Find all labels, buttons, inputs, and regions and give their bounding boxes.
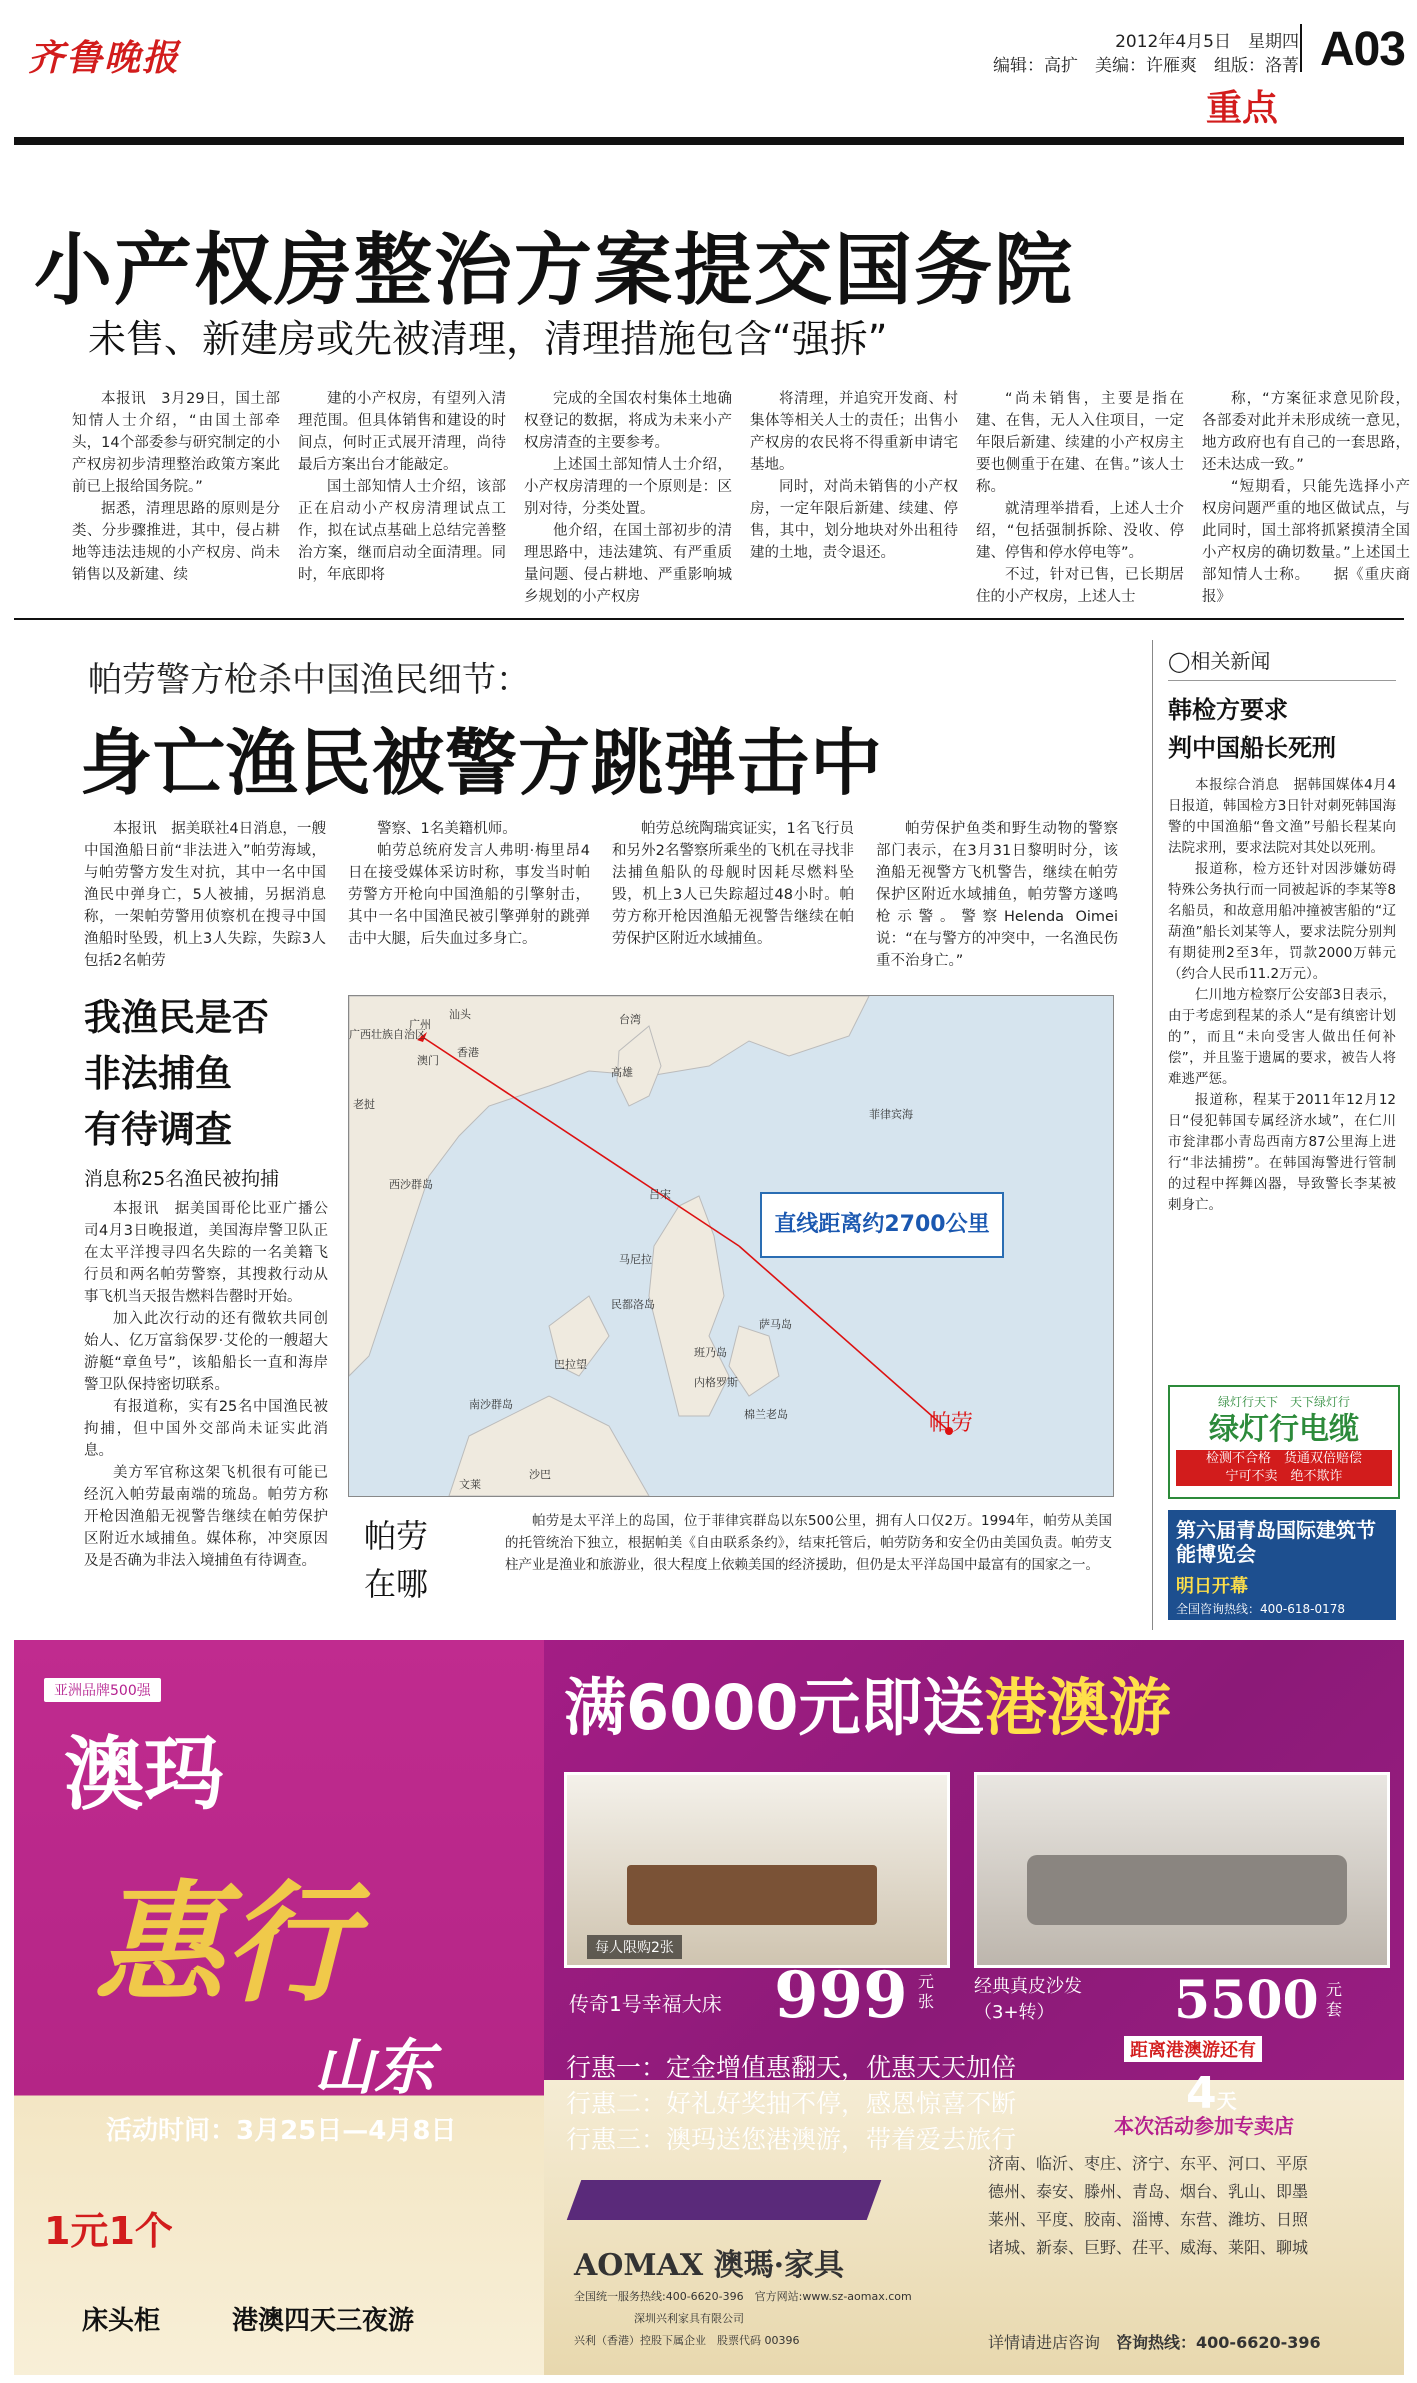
substory-headline: [84, 990, 269, 1158]
bed-unit: 元张: [918, 1972, 935, 2011]
substory-line: 有待调查: [84, 1108, 232, 1151]
headline-a: 满6000元即送: [564, 1671, 985, 1744]
cable-ad-main: 绿灯行电缆: [1209, 1412, 1359, 1447]
map-label: 汕头: [449, 1008, 471, 1021]
text-column: [84, 818, 326, 972]
cable-ad-bottom: 检测不合格 货通双倍赔偿 宁可不卖 绝不欺诈: [1176, 1450, 1392, 1486]
paragraph: 美方军官称这架飞机很有可能已经沉入帕劳最南端的琉岛。帕劳方称开枪因渔船无视警告继续在帕劳保护区附近水域捕鱼。媒体称，冲突原因及是否确为非法入境捕鱼有待调查。: [84, 1465, 328, 1569]
store-row: 诸城、新泰、巨野、茌平、威海、莱阳、聊城: [988, 2238, 1309, 2257]
masthead-logo: 齐鲁晚报: [28, 37, 181, 79]
text-column: [612, 818, 854, 950]
paragraph: “短期看，只能先选择小产权房问题严重的地区做试点，与此同时，国土部将抓紧摸清全国小产权房的确切数量。”上述国土部知情人士称。 据《重庆商报》: [1202, 479, 1410, 605]
paragraph: 据悉，清理思路的原则是分类、分步骤推进，其中，侵占耕地等违法违规的小产权房、尚未销售以及新建、续: [72, 501, 280, 583]
promo-line: 行惠一：定金增值惠翻天，优惠天天加倍: [566, 2053, 1017, 2082]
section-label: 重点: [1206, 88, 1279, 129]
paragraph: 帕劳总统府发言人弗明·梅里昂4日在接受媒体采访时称，事发当时帕劳警方开枪向中国渔船的引擎射击，其中一名中国渔民被引擎弹射的跳弹击中大腿，后失血过多身亡。: [348, 843, 590, 947]
paragraph: 仁川地方检察厅公安部3日表示，由于考虑到程某的杀人“是有缜密计划的”，而且“未向受害人做出任何补偿”，并且鉴于遗属的要求，被告人将难逃严惩。: [1168, 987, 1396, 1087]
palau-label: 帕劳: [929, 1411, 974, 1436]
section-rule: [14, 618, 1404, 620]
map-label: 马尼拉: [619, 1253, 652, 1266]
expo-ad: [1168, 1510, 1396, 1620]
map-label: 吕宋: [649, 1188, 671, 1201]
paragraph: 就清理举措看，上述人士介绍，“包括强制拆除、没收、停建、停售和停水停电等”。: [976, 501, 1184, 561]
top-rule: [14, 137, 1404, 145]
ad-headline: [564, 1658, 1171, 1747]
promo-lines: [566, 2050, 1016, 2158]
consult-line: [988, 2330, 1321, 2353]
paragraph: 上述国土部知情人士介绍，小产权房清理的一个原则是：区别对待，分类处置。: [524, 457, 732, 517]
map-label: 广西壮族自治区: [349, 1028, 426, 1041]
text-column: [1202, 388, 1410, 608]
related-tag-label: 相关新闻: [1190, 649, 1271, 673]
paragraph: 将清理，并追究开发商、村集体等相关人士的责任；出售小产权房的农民将不得重新申请宅基地。: [750, 391, 958, 473]
one-yuan-badge: 1元1个: [44, 2209, 173, 2253]
paragraph: 他介绍，在国土部初步的清理思路中，违法建筑、有严重质量问题、侵占耕地、严重影响城乡规划的小产权房: [524, 523, 732, 605]
one-yuan-item: 床头柜: [82, 2306, 161, 2336]
sofa-name: 经典真皮沙发（3+转）: [974, 1976, 1082, 2023]
map-label: 班乃岛: [694, 1346, 727, 1359]
paragraph: 国土部知情人士介绍，该部正在启动小产权房清理试点工作，拟在试点基础上总结完善整治方案，继而启动全面清理。同时，年底即将: [298, 479, 506, 583]
substory-line: 我渔民是否: [84, 996, 269, 1039]
date-line: 2012年4月5日 星期四: [1115, 32, 1299, 52]
map-label: 民都洛岛: [611, 1298, 655, 1311]
map-label: 西沙群岛: [389, 1178, 433, 1191]
substory-body: [84, 1198, 328, 1572]
text-column: [348, 818, 590, 950]
circle-icon: ◯: [1168, 649, 1191, 673]
where-paragraph: 帕劳是太平洋上的岛国，位于菲律宾群岛以东500公里，拥有人口仅2万。1994年，帕劳从美国的托管统治下独立，根据帕美《自由联系条约》，结束托管后，帕劳防务和安全仍由美国负责。帕劳支柱产业是渔业和旅游业，很大程度上依赖美国的经济援助，但仍是太平洋岛国中最富有的国家之一。: [505, 1513, 1112, 1573]
related-line: 判中国船长死刑: [1168, 734, 1336, 762]
brand-stock: 兴利（香港）控股下属企业 股票代码 00396: [574, 2334, 800, 2347]
map-label: 澳门: [417, 1054, 439, 1067]
text-column: [750, 388, 958, 564]
paragraph: 本报讯 据美联社4日消息，一艘中国渔船日前“非法进入”帕劳海域，与帕劳警方发生对抗，其中一名中国渔民中弹身亡，5人被捕，另据消息称，一架帕劳警用侦察机在搜寻中国渔船时坠毁，机上3人失踪，失踪3人包括2名帕劳: [84, 821, 326, 969]
paragraph: 称，“方案征求意见阶段，各部委对此并未形成统一意见，地方政府也有自己的一套思路，还未达成一致。”: [1202, 391, 1410, 473]
sofa-photo: [974, 1772, 1390, 1968]
paragraph: 完成的全国农村集体土地确权登记的数据，将成为未来小产权房清查的主要参考。: [524, 391, 732, 451]
map-label: 南沙群岛: [469, 1398, 513, 1411]
store-row: 济南、临沂、枣庄、济宁、东平、河口、平原: [988, 2154, 1309, 2173]
paragraph: 同时，对尚未销售的小产权房，一定年限后新建、续建、停售，其中，划分地块对外出租待建的土地，责令退还。: [750, 479, 958, 561]
map-label: 沙巴: [529, 1468, 551, 1481]
headline-b: 港澳游: [984, 1671, 1171, 1744]
paragraph: 本报讯 3月29日，国土部知情人士介绍，“由国土部牵头，14个部委参与研究制定的小产权房初步清理整治政策方案此前已上报给国务院。”: [72, 391, 280, 495]
activity-time: 活动时间：3月25日—4月8日: [106, 2116, 457, 2146]
page-number: A03: [1319, 23, 1405, 76]
text-column: [524, 388, 732, 608]
days-unit: 天: [1216, 2089, 1237, 2113]
paragraph: 帕劳保护鱼类和野生动物的警察部门表示，在3月31日黎明时分，该渔船无视警方飞机警告，继续在帕劳保护区附近水域捕鱼，帕劳警方遂鸣枪示警。警察Helenda Oimei说：“在与警方的冲突中，一名渔民伤重不治身亡。”: [876, 821, 1118, 969]
sofa-shape: [1027, 1855, 1347, 1925]
bed-photo: [564, 1772, 950, 1968]
lead-headline: 小产权房整治方案提交国务院: [34, 226, 1075, 314]
paragraph: 帕劳总统陶瑞宾证实，1名飞行员和另外2名警察所乘坐的飞机在寻找非法捕鱼船队的母舰时因耗尽燃料坠毁，机上3人已失踪超过48小时。帕劳方称开枪因渔船无视警告继续在帕劳保护区附近水域捕鱼。: [612, 821, 854, 947]
story2-kicker: 帕劳警方枪杀中国渔民细节：: [88, 660, 530, 700]
substory-subtitle: 消息称25名渔民被拘捕: [84, 1168, 280, 1190]
editor-line: 编辑：高扩 美编：许雁爽 组版：洛菁: [993, 56, 1299, 76]
brand500-badge: 亚洲品牌500强: [44, 1678, 161, 1702]
paragraph: 报道称，程某于2011年12月12日“侵犯韩国专属经济水域”，在仁川市瓮津郡小青岛西南方87公里海上进行“非法捕捞”。在韩国海警进行管制的过程中挥舞凶器，导致警长李某被刺身亡。: [1168, 1092, 1396, 1213]
paragraph: 有报道称，实有25名中国渔民被拘捕，但中国外交部尚未证实此消息。: [84, 1399, 328, 1459]
slogan-a: 澳玛: [64, 1727, 224, 1821]
story2-headline: 身亡渔民被警方跳弹击中: [80, 721, 884, 805]
furniture-ad: [14, 1640, 1404, 2375]
slogan-c: 山东: [314, 2033, 434, 2103]
related-line: 韩检方要求: [1168, 696, 1288, 724]
related-tag: [1168, 645, 1396, 681]
limit-label: 每人限购2张: [587, 1935, 682, 1959]
text-column: [298, 388, 506, 586]
brand-company: 深圳兴利家具有限公司: [634, 2312, 744, 2325]
promo-line: 行惠三：澳玛送您港澳游，带着爱去旅行: [566, 2125, 1017, 2154]
map-label: 文莱: [459, 1478, 481, 1491]
consult-text: 详情请进店咨询: [988, 2333, 1101, 2352]
substory-line: 非法捕鱼: [84, 1052, 232, 1095]
cable-ad-top: 绿灯行天下 天下绿灯行: [1217, 1395, 1350, 1409]
expo-ad-open: 明日开幕: [1176, 1576, 1248, 1597]
distance-callout: 直线距离约2700公里: [760, 1192, 1004, 1258]
brand-hotline: 全国统一服务热线:400-6620-396 官方网站:www.sz-aomax.com: [574, 2290, 912, 2303]
ad-hotline: 咨询热线：400-6620-396: [1116, 2333, 1321, 2352]
store-row: 莱州、平度、胶南、淄博、东营、潍坊、日照: [988, 2210, 1309, 2229]
map-label: 高雄: [611, 1066, 633, 1079]
days-number: 4: [1186, 2068, 1217, 2119]
map-label: 台湾: [619, 1013, 641, 1026]
map-label: 老挝: [353, 1098, 375, 1111]
where-text: [505, 1510, 1112, 1576]
text-column: [72, 388, 280, 586]
expo-ad-title: 第六届青岛国际建筑节能博览会: [1176, 1518, 1376, 1566]
bed-price: 999: [774, 1958, 908, 2033]
paragraph: 加入此次行动的还有微软共同创始人、亿万富翁保罗·艾伦的一艘超大游艇“章鱼号”，该船船长一直和海岸警卫队保持密切联系。: [84, 1311, 328, 1393]
expo-ad-hotline: 全国咨询热线：400-618-0178: [1176, 1602, 1346, 1616]
header-info: [993, 30, 1299, 78]
related-news: [1168, 645, 1396, 1216]
map-label: 香港: [457, 1046, 479, 1059]
map-label: 棉兰老岛: [744, 1408, 788, 1421]
text-column: [876, 818, 1118, 972]
stores-list: [988, 2150, 1308, 2262]
map-label: 巴拉望: [554, 1358, 587, 1371]
sofa-unit: 元套: [1326, 1980, 1343, 2019]
paragraph: 不过，针对已售，已长期居住的小产权房，上述人士: [976, 567, 1184, 605]
trip-label: 港澳四天三夜游: [232, 2306, 415, 2336]
store-row: 德州、泰安、滕州、青岛、烟台、乳山、即墨: [988, 2182, 1309, 2201]
cable-ad: [1168, 1385, 1400, 1499]
bed-name: 传奇1号幸福大床: [569, 1992, 722, 2016]
brand-logo: AOMAX 澳瑪·家具: [574, 2248, 845, 2283]
map-label: 广州: [409, 1018, 431, 1031]
stores-title: 本次活动参加专卖店: [1114, 2114, 1294, 2138]
column-divider: [1152, 640, 1153, 1630]
where-line: 在哪: [364, 1565, 429, 1603]
sofa-price: 5500: [1174, 1970, 1319, 2031]
countdown-label: 距离港澳游还有: [1124, 2036, 1262, 2062]
promo-line: 行惠二：好礼好奖抽不停，感恩惊喜不断: [566, 2089, 1017, 2118]
map-label: 内格罗斯: [694, 1376, 738, 1389]
ribbon-icon: [567, 2180, 882, 2220]
paragraph: 建的小产权房，有望列入清理范围。但具体销售和建设的时间点，何时正式展开清理，尚待最后方案出台才能敲定。: [298, 391, 506, 473]
map-label: 菲律宾海: [869, 1108, 913, 1121]
related-body: [1168, 775, 1396, 1216]
where-label: [364, 1512, 428, 1608]
bed-shape: [627, 1865, 877, 1925]
paragraph: 本报综合消息 据韩国媒体4月4日报道，韩国检方3日针对刺死韩国海警的中国渔船“鲁文渔”号船长程某向法院求刑，要求法院对其处以死刑。: [1168, 777, 1396, 856]
paragraph: 报道称，检方还针对因涉嫌妨碍特殊公务执行而一同被起诉的李某等8名船员，和故意用船冲撞被害船的“辽葫渔”船长刘某等人，要求法院分别判有期徒刑2至3年，罚款2000万韩元（约合人民币11.2万元）。: [1168, 861, 1396, 982]
where-line: 帕劳: [364, 1517, 429, 1555]
slogan-b: 惠行: [94, 1867, 355, 2020]
map-label: 萨马岛: [759, 1318, 792, 1331]
text-column: [976, 388, 1184, 608]
lead-subtitle: 未售、新建房或先被清理，清理措施包含“强拆”: [88, 317, 888, 361]
header-divider: [1300, 24, 1302, 72]
paragraph: 本报讯 据美国哥伦比亚广播公司4月3日晚报道，美国海岸警卫队正在太平洋搜寻四名失踪的一名美籍飞行员和两名帕劳警察，其搜救行动从事飞机当天报告燃料告罄时开始。: [84, 1201, 328, 1305]
related-headline: [1168, 691, 1396, 767]
paragraph: “尚未销售，主要是指在建、在售，无人入住项目，一定年限后新建、续建的小产权房主要也侧重于在建、在售。”该人士称。: [976, 391, 1184, 495]
paragraph: 警察、1名美籍机师。: [377, 821, 517, 837]
